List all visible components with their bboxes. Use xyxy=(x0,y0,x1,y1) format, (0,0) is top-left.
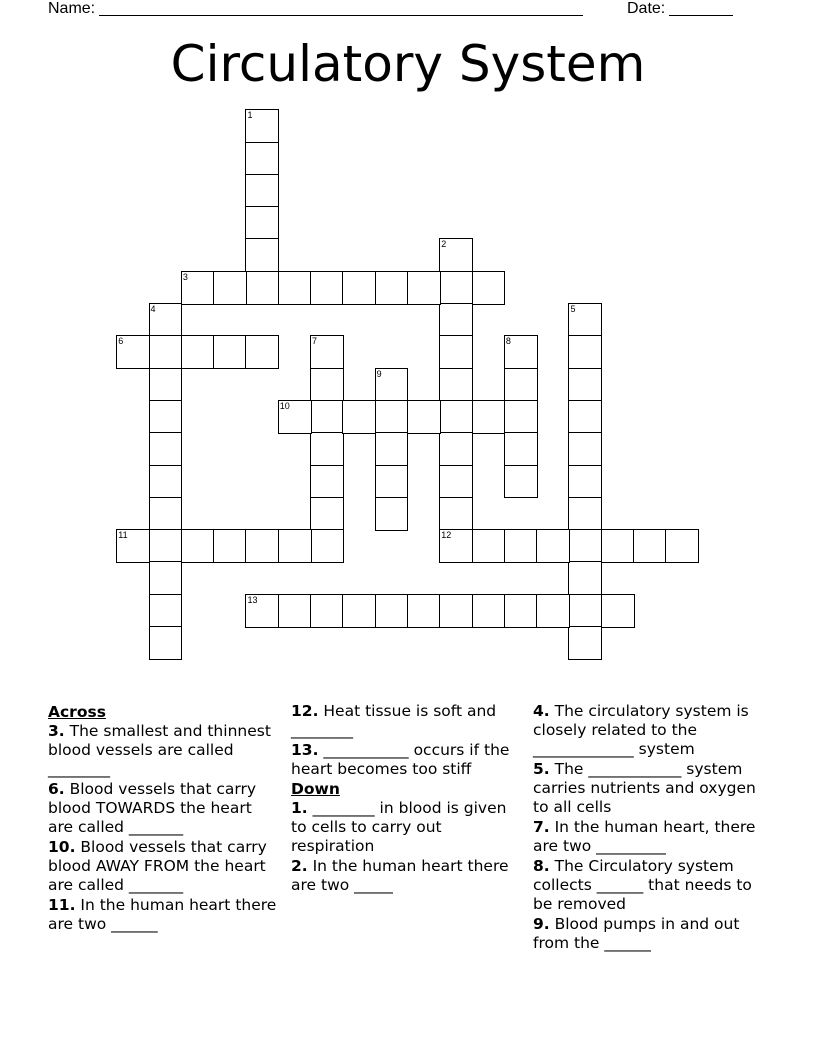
date-blank[interactable] xyxy=(669,0,733,16)
clues-column-2 xyxy=(291,702,521,896)
grid-cell[interactable] xyxy=(181,529,215,563)
grid-cell[interactable] xyxy=(407,400,441,434)
grid-cell[interactable] xyxy=(310,432,344,466)
clue-text: In the human heart there are two _____ xyxy=(291,857,509,894)
clue-number: 9. xyxy=(533,915,550,933)
clue-number: 13. xyxy=(291,741,319,759)
date-field xyxy=(627,0,733,18)
grid-cell[interactable] xyxy=(375,594,409,628)
clue-down-9 xyxy=(533,915,763,953)
grid-cell[interactable] xyxy=(245,142,279,176)
grid-cell[interactable] xyxy=(375,271,409,305)
clue-text: The smallest and thinnest blood vessels are called ________ xyxy=(48,722,271,778)
name-blank[interactable] xyxy=(99,0,583,16)
clue-number: 5. xyxy=(533,760,550,778)
grid-cell[interactable] xyxy=(149,529,183,563)
grid-cell[interactable] xyxy=(149,368,183,402)
grid-cell[interactable] xyxy=(213,529,247,563)
clue-down-7 xyxy=(533,818,763,856)
grid-cell[interactable] xyxy=(472,271,506,305)
cell-number: 5 xyxy=(570,304,576,315)
grid-cell[interactable] xyxy=(149,400,183,434)
grid-cell[interactable] xyxy=(504,432,538,466)
grid-cell[interactable] xyxy=(439,594,473,628)
grid-cell[interactable] xyxy=(278,400,312,434)
grid-cell[interactable] xyxy=(149,432,183,466)
page-title: Circulatory System xyxy=(170,35,646,93)
grid-cell[interactable] xyxy=(439,271,473,305)
clue-number: 12. xyxy=(291,702,319,720)
clue-down-1 xyxy=(291,799,521,856)
grid-cell[interactable] xyxy=(568,432,602,466)
grid-cell[interactable] xyxy=(568,561,602,595)
cell-number: 11 xyxy=(118,530,128,541)
clues-column-1 xyxy=(48,702,278,935)
cell-number: 10 xyxy=(279,400,290,411)
clue-number: 10. xyxy=(48,838,76,856)
clue-text: The circulatory system is closely related to the _____________ system xyxy=(533,702,749,758)
clue-across-3 xyxy=(48,722,278,779)
grid-cell[interactable] xyxy=(601,594,635,628)
grid-cell[interactable] xyxy=(149,561,183,595)
grid-cell[interactable] xyxy=(472,594,506,628)
grid-cell[interactable] xyxy=(149,465,183,499)
cell-number: 2 xyxy=(441,239,447,250)
grid-cell[interactable] xyxy=(568,400,602,434)
cell-number: 3 xyxy=(182,271,188,282)
grid-cell[interactable] xyxy=(504,335,538,369)
cell-number: 1 xyxy=(247,110,253,121)
grid-cell[interactable] xyxy=(568,626,602,660)
cell-number: 4 xyxy=(150,304,156,315)
grid-cell[interactable] xyxy=(375,368,409,402)
name-field xyxy=(48,0,583,18)
grid-cell[interactable] xyxy=(536,594,570,628)
grid-cell[interactable] xyxy=(116,529,150,563)
grid-cell[interactable] xyxy=(439,497,473,531)
grid-cell[interactable] xyxy=(278,594,312,628)
clue-down-8 xyxy=(533,857,763,914)
grid-cell[interactable] xyxy=(439,238,473,272)
grid-cell[interactable] xyxy=(536,529,570,563)
grid-cell[interactable] xyxy=(568,368,602,402)
grid-cell[interactable] xyxy=(568,497,602,531)
grid-cell[interactable] xyxy=(181,335,215,369)
clue-text: ___________ occurs if the heart becomes too stiff xyxy=(291,741,510,778)
grid-cell[interactable] xyxy=(310,529,344,563)
clues-column-3 xyxy=(533,702,763,954)
cell-number: 6 xyxy=(118,336,124,347)
cell-number: 12 xyxy=(441,530,452,541)
grid-cell[interactable] xyxy=(568,303,602,337)
grid-cell[interactable] xyxy=(149,335,183,369)
clue-number: 8. xyxy=(533,857,550,875)
grid-cell[interactable] xyxy=(213,335,247,369)
cell-number: 9 xyxy=(376,368,382,379)
grid-cell[interactable] xyxy=(504,465,538,499)
grid-cell[interactable] xyxy=(310,335,344,369)
grid-cell[interactable] xyxy=(504,529,538,563)
clue-number: 11. xyxy=(48,896,76,914)
grid-cell[interactable] xyxy=(439,432,473,466)
clue-number: 7. xyxy=(533,818,550,836)
crossword-grid xyxy=(117,110,717,670)
grid-cell[interactable] xyxy=(181,271,215,305)
grid-cell[interactable] xyxy=(439,335,473,369)
clue-text: Blood vessels that carry blood TOWARDS the heart are called _______ xyxy=(48,780,257,836)
grid-cell[interactable] xyxy=(245,271,279,305)
clue-text: The Circulatory system collects ______ that needs to be removed xyxy=(533,857,752,913)
grid-cell[interactable] xyxy=(245,238,279,272)
grid-cell[interactable] xyxy=(116,335,150,369)
grid-cell[interactable] xyxy=(375,432,409,466)
clue-across-13 xyxy=(291,741,521,779)
grid-cell[interactable] xyxy=(310,400,344,434)
grid-cell[interactable] xyxy=(310,465,344,499)
cell-number: 7 xyxy=(312,336,318,347)
name-label: Name: xyxy=(48,0,96,17)
grid-cell[interactable] xyxy=(213,271,247,305)
cell-number: 8 xyxy=(505,336,511,347)
clue-number: 4. xyxy=(533,702,550,720)
clue-number: 2. xyxy=(291,857,308,875)
clue-text: Blood pumps in and out from the ______ xyxy=(533,915,740,952)
clue-down-4 xyxy=(533,702,763,759)
clue-number: 3. xyxy=(48,722,65,740)
grid-cell[interactable] xyxy=(439,465,473,499)
grid-cell[interactable] xyxy=(439,400,473,434)
grid-cell[interactable] xyxy=(407,271,441,305)
grid-cell[interactable] xyxy=(310,497,344,531)
clue-down-2 xyxy=(291,857,521,895)
grid-cell[interactable] xyxy=(472,529,506,563)
clue-across-11 xyxy=(48,896,278,934)
grid-cell[interactable] xyxy=(245,109,279,143)
grid-cell[interactable] xyxy=(439,368,473,402)
clue-text: ________ in blood is given to cells to carry out respiration xyxy=(291,799,507,855)
grid-cell[interactable] xyxy=(245,206,279,240)
clue-across-10 xyxy=(48,838,278,895)
grid-cell[interactable] xyxy=(278,529,312,563)
grid-cell[interactable] xyxy=(342,271,376,305)
grid-cell[interactable] xyxy=(245,335,279,369)
clue-text: The ____________ system carries nutrients and oxygen to all cells xyxy=(533,760,756,816)
grid-cell[interactable] xyxy=(568,335,602,369)
clue-text: Blood vessels that carry blood AWAY FROM the heart are called _______ xyxy=(48,838,267,894)
grid-cell[interactable] xyxy=(310,271,344,305)
grid-cell[interactable] xyxy=(568,594,602,628)
clue-text: In the human heart, there are two _________ xyxy=(533,818,756,855)
grid-cell[interactable] xyxy=(504,594,538,628)
cell-number: 13 xyxy=(247,594,258,605)
grid-cell[interactable] xyxy=(504,368,538,402)
grid-cell[interactable] xyxy=(568,529,602,563)
grid-cell[interactable] xyxy=(342,594,376,628)
grid-cell[interactable] xyxy=(245,529,279,563)
grid-cell[interactable] xyxy=(633,529,667,563)
grid-cell[interactable] xyxy=(245,174,279,208)
clue-across-12 xyxy=(291,702,521,740)
grid-cell[interactable] xyxy=(342,400,376,434)
grid-cell[interactable] xyxy=(375,497,409,531)
grid-cell[interactable] xyxy=(375,465,409,499)
grid-cell[interactable] xyxy=(278,271,312,305)
grid-cell[interactable] xyxy=(149,626,183,660)
grid-cell[interactable] xyxy=(568,465,602,499)
clue-number: 6. xyxy=(48,780,65,798)
grid-cell[interactable] xyxy=(149,303,183,337)
grid-cell[interactable] xyxy=(310,368,344,402)
date-label: Date: xyxy=(627,0,666,17)
clue-down-5 xyxy=(533,760,763,817)
grid-cell[interactable] xyxy=(504,400,538,434)
across-heading: Across xyxy=(48,703,106,721)
clue-text: Heat tissue is soft and ________ xyxy=(291,702,497,739)
clue-across-6 xyxy=(48,780,278,837)
grid-cell[interactable] xyxy=(665,529,699,563)
clue-number: 1. xyxy=(291,799,308,817)
grid-cell[interactable] xyxy=(439,303,473,337)
clue-text: In the human heart there are two ______ xyxy=(48,896,277,933)
grid-cell[interactable] xyxy=(472,400,506,434)
grid-cell[interactable] xyxy=(375,400,409,434)
grid-cell[interactable] xyxy=(439,529,473,563)
grid-cell[interactable] xyxy=(149,594,183,628)
grid-cell[interactable] xyxy=(149,497,183,531)
grid-cell[interactable] xyxy=(245,594,279,628)
down-heading: Down xyxy=(291,780,340,798)
grid-cell[interactable] xyxy=(310,594,344,628)
grid-cell[interactable] xyxy=(601,529,635,563)
grid-cell[interactable] xyxy=(407,594,441,628)
